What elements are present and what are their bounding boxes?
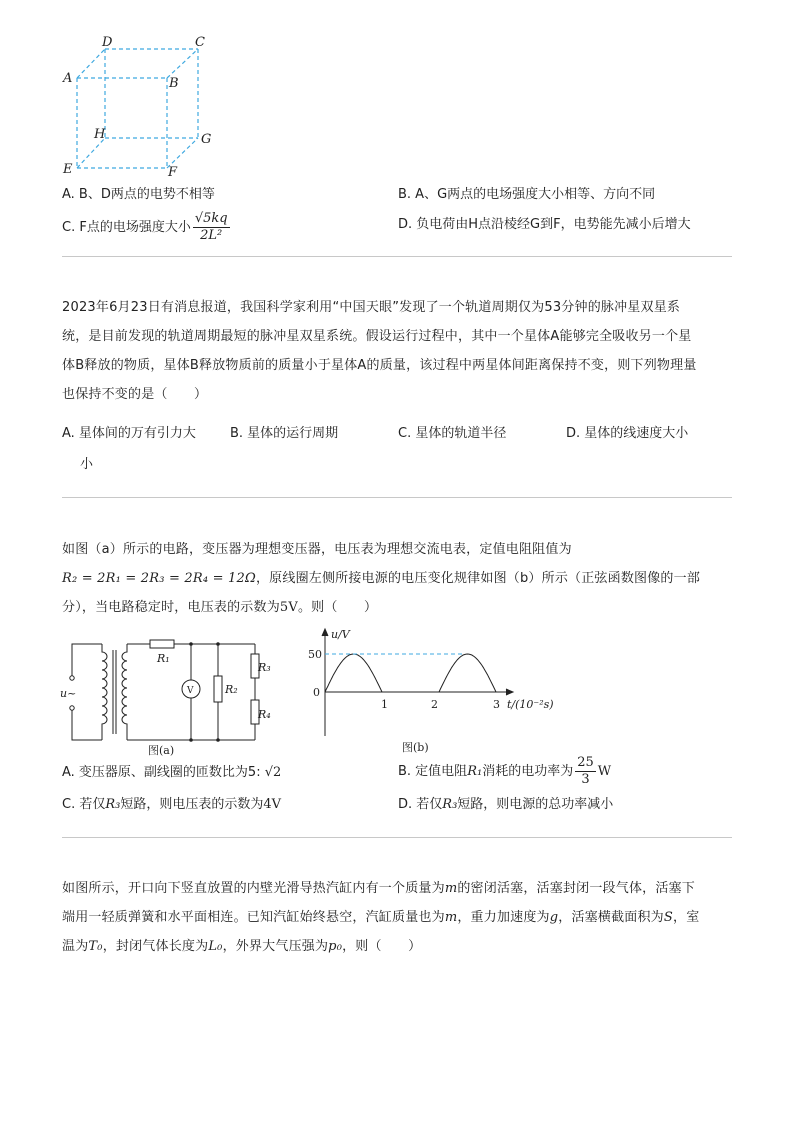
q4-length-symbol: L₀ bbox=[208, 939, 223, 954]
q3-stem bbox=[62, 535, 734, 622]
source-label: u~ bbox=[60, 687, 77, 700]
q3-option-b-numerator: 25 bbox=[577, 755, 594, 770]
q2-option-d[interactable]: D. 星体的线速度大小 bbox=[566, 426, 689, 441]
q4-mass-symbol: m bbox=[444, 881, 458, 896]
q3-voltmeter-reading: 5V bbox=[279, 600, 298, 615]
q4-mass-symbol: m bbox=[444, 910, 458, 925]
q3-stem-line-2 bbox=[62, 564, 734, 593]
q4-temperature-symbol: T₀ bbox=[88, 939, 103, 954]
r2-label: R₂ bbox=[225, 683, 238, 696]
q1-option-c-fraction bbox=[193, 211, 230, 244]
sine-arc-2 bbox=[439, 654, 496, 692]
q4-line-3-d: ，则（ ） bbox=[342, 939, 422, 954]
x-axis-label: t/(10⁻²s) bbox=[507, 698, 554, 711]
q3-option-b-resistor: R₁ bbox=[467, 764, 483, 779]
cube-label-d: D bbox=[102, 35, 113, 50]
q3-option-d-text: D. 若仅 bbox=[398, 797, 443, 812]
circuit-diagram bbox=[58, 632, 288, 757]
q3-option-b-mid: 消耗的电功率为 bbox=[482, 764, 574, 779]
y-tick-50: 50 bbox=[308, 648, 322, 661]
q3-stem-line-3 bbox=[62, 593, 734, 622]
q3-stem-line-3-end: 。则（ ） bbox=[297, 600, 378, 615]
q3-stem-line-1: 如图（a）所示的电路，变压器为理想变压器，电压表为理想交流电表，定值电阻阻值为 bbox=[62, 542, 572, 557]
cube-label-c: C bbox=[195, 35, 205, 50]
cube-label-a: A bbox=[63, 71, 73, 86]
q4-line-2-c: ，活塞横截面积为 bbox=[558, 910, 664, 925]
figure-b-caption: 图(b) bbox=[402, 741, 429, 754]
q3-option-c-value: 4V bbox=[263, 797, 282, 812]
q2-option-c[interactable]: C. 星体的轨道半径 bbox=[398, 426, 507, 441]
x-tick-2: 2 bbox=[431, 698, 438, 711]
q2-option-b[interactable]: B. 星体的运行周期 bbox=[230, 426, 339, 441]
cube-label-e: E bbox=[63, 162, 73, 177]
x-tick-3: 3 bbox=[493, 698, 500, 711]
divider bbox=[62, 837, 732, 838]
q3-option-d-rest: 短路，则电源的总功率减小 bbox=[457, 797, 614, 812]
voltmeter-icon: V bbox=[187, 686, 194, 696]
cube-label-b: B bbox=[169, 76, 179, 91]
q2-stem bbox=[62, 293, 734, 409]
q3-option-b-text: B. 定值电阻 bbox=[398, 764, 468, 779]
y-axis-label: u/V bbox=[331, 628, 350, 641]
cube-label-f: F bbox=[168, 165, 178, 180]
q1-option-c-numerator: √5kq bbox=[194, 211, 228, 226]
cube-label-g: G bbox=[201, 132, 212, 147]
q2-stem-line-4: 也保持不变的是（ ） bbox=[62, 387, 208, 402]
q4-line-1-b: 的密闭活塞，活塞封闭一段气体，活塞下 bbox=[457, 881, 695, 896]
q3-option-b[interactable] bbox=[398, 752, 611, 792]
q2-stem-line-3: 体B释放的物质，星体B释放物质前的质量小于星体A的质量，该过程中两星体间距离保持不变，则下列物理量 bbox=[62, 358, 697, 373]
q2-option-a-continued: 小 bbox=[80, 457, 94, 472]
divider bbox=[62, 497, 732, 498]
q4-line-2-b: ，重力加速度为 bbox=[457, 910, 550, 925]
q4-area-symbol: S bbox=[663, 910, 673, 925]
q1-option-d[interactable]: D. 负电荷由H点沿棱经G到F，电势能先减小后增大 bbox=[398, 217, 691, 232]
q4-line-3-a: 温为 bbox=[62, 939, 89, 954]
q3-option-a-ratio: √2 bbox=[264, 765, 282, 780]
cube-figure bbox=[55, 30, 225, 180]
q1-option-c-text: C. F点的电场强度大小 bbox=[62, 220, 191, 235]
r4-label: R₄ bbox=[258, 708, 271, 721]
r3-label: R₃ bbox=[258, 661, 271, 674]
divider bbox=[62, 256, 732, 257]
q2-stem-line-1: 2023年6月23日有消息报道，我国科学家利用“中国天眼”发现了一个轨道周期仅为53分钟的脉冲星双星系 bbox=[62, 300, 681, 315]
q4-line-1-a: 如图所示，开口向下竖直放置的内壁光滑导热汽缸内有一个质量为 bbox=[62, 881, 445, 896]
q4-stem-line-1 bbox=[62, 874, 734, 903]
q3-option-c-text: C. 若仅 bbox=[62, 797, 106, 812]
q4-stem-line-3 bbox=[62, 932, 734, 961]
q3-option-d[interactable] bbox=[398, 796, 613, 814]
q3-option-c-resistor: R₃ bbox=[105, 797, 121, 812]
q3-stem-line-3-text: 分），当电路稳定时，电压表的示数为 bbox=[62, 600, 280, 615]
q1-option-a[interactable]: A. B、D两点的电势不相等 bbox=[62, 187, 215, 202]
q1-option-c-denominator: 2L² bbox=[200, 228, 223, 243]
cube-label-h: H bbox=[94, 127, 106, 142]
q4-line-2-a: 端用一轻质弹簧和水平面相连。已知汽缸始终悬空，汽缸质量也为 bbox=[62, 910, 445, 925]
q3-option-c-mid: 短路，则电压表的示数为 bbox=[120, 797, 264, 812]
q3-option-c[interactable] bbox=[62, 796, 281, 814]
q1-option-b[interactable]: B. A、G两点的电场强度大小相等、方向不同 bbox=[398, 187, 656, 202]
origin-label: 0 bbox=[313, 686, 320, 699]
q3-option-a[interactable] bbox=[62, 764, 281, 782]
q4-line-3-c: ，外界大气压强为 bbox=[222, 939, 329, 954]
q4-pressure-symbol: p₀ bbox=[328, 939, 343, 954]
x-tick-1: 1 bbox=[381, 698, 388, 711]
q4-stem bbox=[62, 874, 734, 961]
q4-line-3-b: ，封闭气体长度为 bbox=[102, 939, 209, 954]
sine-arc-1 bbox=[325, 654, 382, 692]
q2-stem-line-2: 统，是目前发现的轨道周期最短的脉冲星双星系统。假设运行过程中，其中一个星体A能够完全吸收另一个星 bbox=[62, 329, 692, 344]
q3-resistor-equation: R₂ = 2R₁ = 2R₃ = 2R₄ = 12Ω bbox=[62, 571, 256, 586]
q3-option-b-fraction bbox=[575, 755, 596, 788]
figure-a-caption: 图(a) bbox=[148, 744, 175, 757]
q4-line-2-d: ，室 bbox=[673, 910, 700, 925]
r1-label: R₁ bbox=[157, 652, 170, 665]
q4-gravity-symbol: g bbox=[549, 910, 559, 925]
q4-stem-line-2 bbox=[62, 903, 734, 932]
q3-option-b-unit: W bbox=[597, 764, 612, 779]
q3-option-a-text: A. 变压器原、副线圈的匝数比为5: bbox=[62, 765, 265, 780]
q3-option-d-resistor: R₃ bbox=[442, 797, 458, 812]
q1-option-c[interactable] bbox=[62, 210, 232, 246]
q3-stem-line-2-text: ，原线圈左侧所接电源的电压变化规律如图（b）所示（正弦函数图像的一部 bbox=[255, 571, 701, 586]
q2-option-a[interactable]: A. 星体间的万有引力大 bbox=[62, 426, 196, 441]
q3-option-b-denominator: 3 bbox=[581, 772, 590, 787]
voltage-graph bbox=[305, 624, 570, 759]
